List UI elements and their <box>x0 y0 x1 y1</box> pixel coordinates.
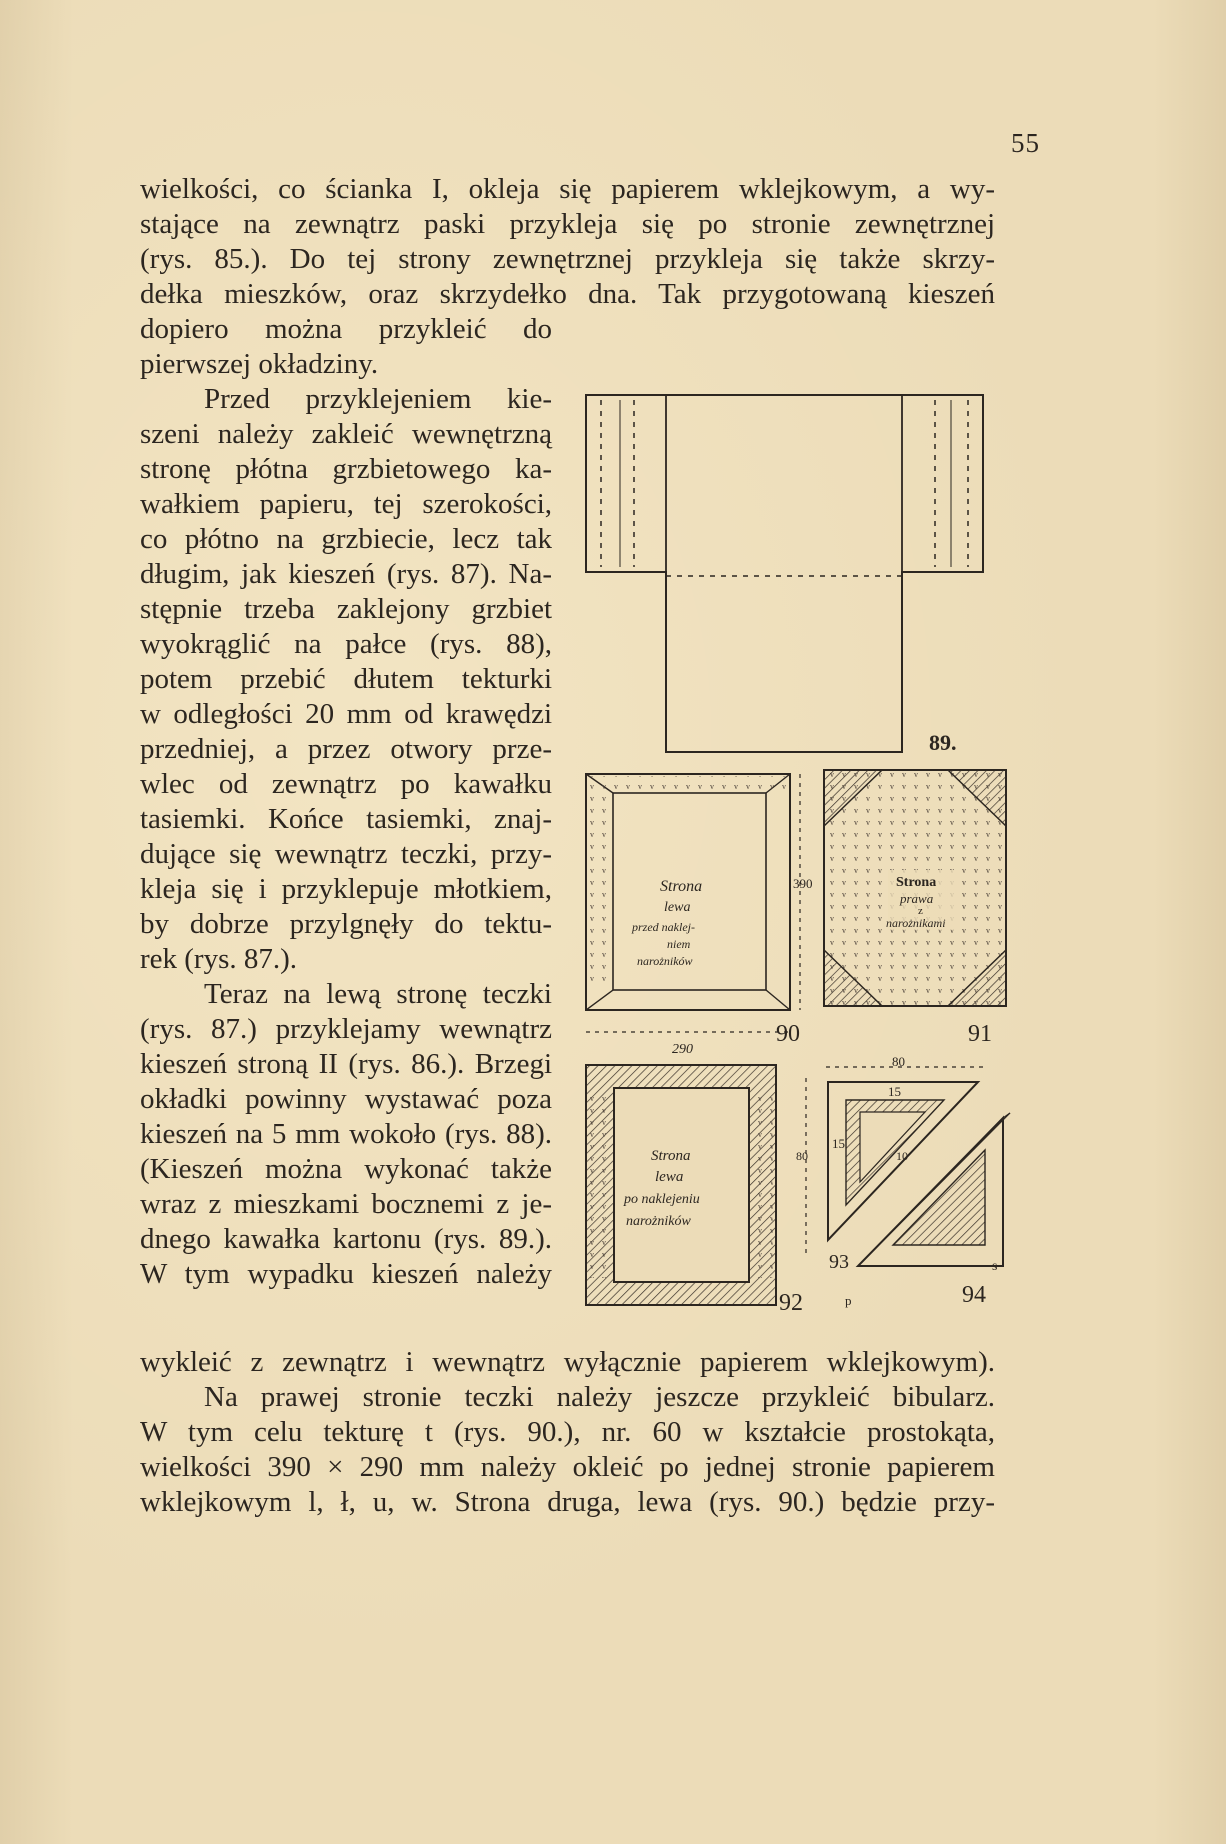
figure-89-number: 89. <box>929 730 957 755</box>
text-line: wałkiem papieru, tej szerokości, <box>140 488 552 520</box>
figure-92-caption: narożników <box>626 1214 691 1229</box>
text-line: wykleić z zewnątrz i wewnątrz wyłącznie papierem wklejkowym). <box>140 1346 995 1378</box>
figure-91-caption: narożnikami <box>886 916 946 930</box>
text-line: W tym wypadku kieszeń należy <box>140 1258 552 1290</box>
text-line: wielkości, co ścianka I, okleja się papierem wklejkowym, a wy- <box>140 173 995 205</box>
figure-92-caption: po naklejeniu <box>624 1192 700 1207</box>
figure-90 <box>586 774 800 1032</box>
figure-94-dim-15-left: 15 <box>832 1136 845 1151</box>
text-line: (rys. 85.). Do tej strony zewnętrznej przykleja się także skrzy- <box>140 243 995 275</box>
figure-91-caption: prawa <box>900 891 934 906</box>
figure-94-dim-left: 80 <box>796 1149 808 1163</box>
text-line: kieszeń na 5 mm wokoło (rys. 88). <box>140 1118 552 1150</box>
figure-94-label-s: s <box>992 1259 998 1274</box>
figure-92-caption: Strona <box>651 1148 691 1164</box>
text-line: wielkości 390 × 290 mm należy okleić po jednej stronie papierem <box>140 1451 995 1483</box>
figure-93-94 <box>806 1067 1010 1266</box>
text-line: pierwszej okładziny. <box>140 348 379 380</box>
text-line: szeni należy zakleić wewnętrzną <box>140 418 552 450</box>
text-line: co płótno na grzbiecie, lecz tak <box>140 523 552 555</box>
figure-90-height-dim: 390 <box>793 876 813 891</box>
text-line: Teraz na lewą stronę teczki <box>204 978 552 1010</box>
figure-91-number: 91 <box>968 1021 992 1047</box>
text-line: w odległości 20 mm od krawędzi <box>140 698 552 730</box>
figure-90-caption: niem <box>667 937 691 951</box>
text-line: Przed przyklejeniem kie- <box>204 383 552 415</box>
figure-94-label-p: p <box>845 1293 852 1308</box>
figure-90-caption: Strona <box>660 878 703 895</box>
text-line: długim, jak kieszeń (rys. 87). Na- <box>140 558 552 590</box>
figure-92-caption: lewa <box>655 1169 684 1185</box>
text-line: Na prawej stronie teczki należy jeszcze przykleić bibularz. <box>204 1381 995 1413</box>
text-line: stające na zewnątrz paski przykleja się po stronie zewnętrznej <box>140 208 995 240</box>
text-line: wklejkowym l, ł, u, w. Strona druga, lewa (rys. 90.) będzie przy- <box>140 1486 995 1518</box>
text-line: stronę płótna grzbietowego ka- <box>140 453 552 485</box>
figure-94-dim-top: 80 <box>892 1054 905 1069</box>
text-line: przedniej, a przez otwory prze- <box>140 733 552 765</box>
figure-90-caption: lewa <box>664 900 691 915</box>
text-line: potem przebić dłutem tekturki <box>140 663 552 695</box>
figure-94-number: 94 <box>962 1282 986 1308</box>
figure-91-caption: z <box>918 905 923 917</box>
text-line: dopiero można przykleić do <box>140 313 552 345</box>
text-line: rek (rys. 87.). <box>140 943 298 975</box>
figure-90-caption: przed naklej- <box>632 920 695 934</box>
figure-92 <box>586 1065 776 1305</box>
figure-94-label-10: 10 <box>896 1149 908 1163</box>
text-line: kieszeń stroną II (rys. 86.). Brzegi <box>140 1048 552 1080</box>
text-line: by dobrze przylgnęły do tektu- <box>140 908 552 940</box>
text-line: okładki powinny wystawać poza <box>140 1083 552 1115</box>
text-line: stępnie trzeba zaklejony grzbiet <box>140 593 552 625</box>
text-line: tasiemki. Końce tasiemki, znaj- <box>140 803 552 835</box>
page-number: 55 <box>1011 128 1040 158</box>
figure-94-dim-15-top: 15 <box>888 1084 901 1099</box>
text-line: dnego kawałka kartonu (rys. 89.). <box>140 1223 552 1255</box>
text-line: wlec od zewnątrz po kawałku <box>140 768 552 800</box>
text-line: dujące się wewnątrz teczki, przy- <box>140 838 552 870</box>
text-line: wraz z mieszkami bocznemi z je- <box>140 1188 552 1220</box>
figure-90-width-dim: 290 <box>672 1042 693 1057</box>
figure-92-number: 92 <box>779 1290 803 1316</box>
text-line: kleja się i przyklepuje młotkiem, <box>140 873 552 905</box>
figure-89 <box>586 395 983 752</box>
figure-91-caption: Strona <box>896 875 937 890</box>
text-line: wyokrąglić na pałce (rys. 88), <box>140 628 552 660</box>
text-line: dełka mieszków, oraz skrzydełko dna. Tak przygotowaną kieszeń <box>140 278 995 310</box>
figure-90-number: 90 <box>776 1021 800 1047</box>
figure-90-caption: narożników <box>637 954 693 968</box>
figure-93-number: 93 <box>829 1251 849 1273</box>
text-line: W tym celu tekturę t (rys. 90.), nr. 60 w kształcie prostokąta, <box>140 1416 995 1448</box>
text-line: (Kieszeń można wykonać także <box>140 1153 552 1185</box>
text-line: (rys. 87.) przyklejamy wewnątrz <box>140 1013 552 1045</box>
